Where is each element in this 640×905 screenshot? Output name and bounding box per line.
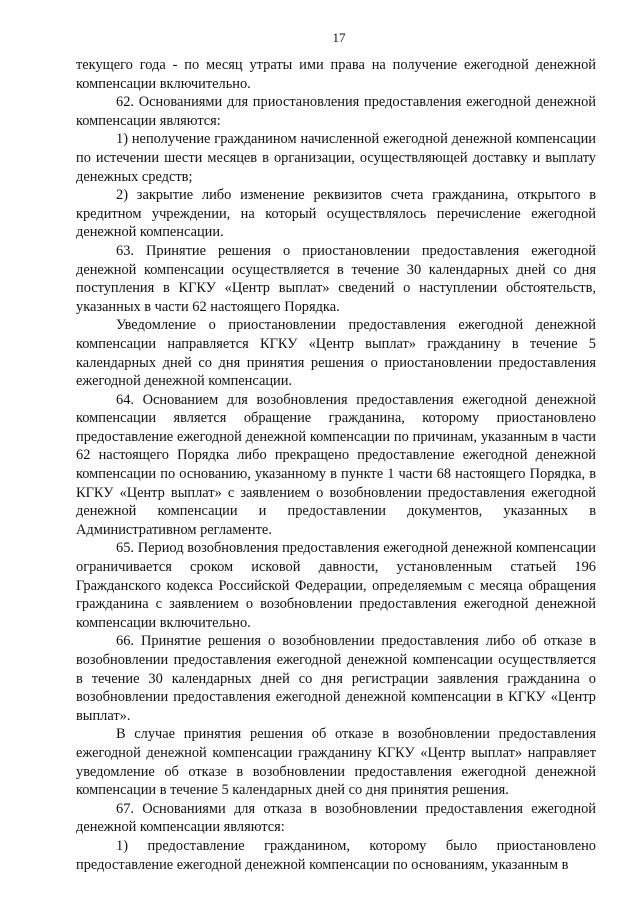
paragraph-67: 67. Основаниями для отказа в возобновлении предоставления ежегодной денежной компенсации являются: [76,800,596,836]
paragraph-62: 62. Основаниями для приостановления предоставления ежегодной денежной компенсации являются: [76,94,596,129]
paragraph-65: 65. Период возобновления предоставления ежегодной денежной компенсации ограничивается сроком исковой давности, установленным статьей 196 Гражданского кодекса Российской Федерации, определяемым с месяца обращения гражданина с заявлением о возобновлении предоставления ежегодной денежной компенсации включительно. [76,540,596,631]
paragraph-62-item-1: 1) неполучение гражданином начисленной ежегодной денежной компенсации по истечении шести месяцев в организации, осуществляющей доставку и выплату денежных средств; [76,131,596,185]
paragraph-62-item-2: 2) закрытие либо изменение реквизитов счета гражданина, открытого в кредитном учреждении, на который осуществлялось перечисление ежегодной денежной компенсации. [76,187,596,241]
paragraph-66: 66. Принятие решения о возобновлении предоставления либо об отказе в возобновлении предоставления ежегодной денежной компенсации осуществляется в течение 30 календарных дней со дня регистрации заявления гражданина о возобновлении предоставления ежегодной денежной компенсации в КГКУ «Центр выплат». [76,633,596,724]
paragraph-66-refusal: В случае принятия решения об отказе в возобновлении предоставления ежегодной денежной компенсации гражданину КГКУ «Центр выплат» направляет уведомление об отказе в возобновлении предоставления ежегодной денежной компенсации в течение 5 календарных дней со дня принятия решения. [76,726,596,799]
paragraph-67-item-1: 1) предоставление гражданином, которому было приостановлено предоставление ежегодной денежной компенсации по основаниям, указанным в [76,837,596,873]
paragraph-63-notice: Уведомление о приостановлении предоставления ежегодной денежной компенсации направляется КГКУ «Центр выплат» гражданину в течение 5 календарных дней со дня принятия решения о приостановлении предоставления ежегодной денежной компенсации. [76,317,596,390]
paragraph-continuation: текущего года - по месяц утраты ими права на получение ежегодной денежной компенсации включительно. [76,57,596,92]
document-page [76,30,596,874]
paragraph-64: 64. Основанием для возобновления предоставления ежегодной денежной компенсации является обращение гражданина, которому приостановлено предоставление ежегодной денежной компенсации по причинам, указанным в части 62 настоящего Порядка либо прекращено предоставление ежегодной денежной компенсации по основанию, указанному в пункте 1 части 68 настоящего Порядка, в КГКУ «Центр выплат» с заявлением о возобновлении предоставления ежегодной денежной компенсации и предоставлении документов, указанных в Административном регламенте. [76,391,596,538]
page-number: 17 [332,30,346,45]
paragraph-63: 63. Принятие решения о приостановлении предоставления ежегодной денежной компенсации осуществляется в течение 30 календарных дней со дня поступления в КГКУ «Центр выплат» сведений о наступлении обстоятельств, указанных в части 62 настоящего Порядка. [76,242,596,315]
